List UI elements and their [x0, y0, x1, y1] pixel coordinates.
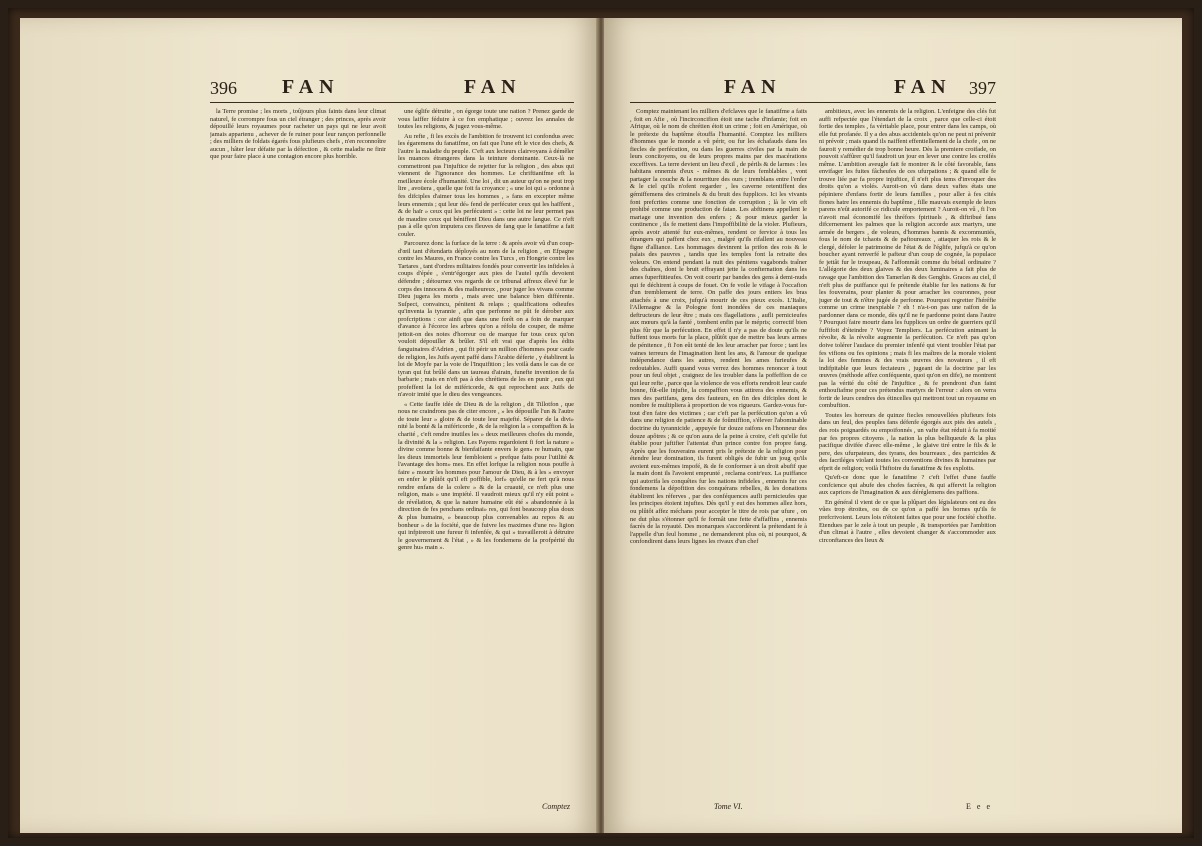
volume-mark: Tome VI. [714, 802, 743, 811]
text-column-2 [398, 108, 574, 793]
header-rule [630, 102, 996, 103]
paragraph: Parcourez donc la furface de la terre : & après avoir vû d'un coup-d'œil tant d'étendarts déployés au nom de la religion , en Efpagne contre les Maures, en France contre les Turcs , en Hongrie contre les Tartares , tant d'ordres militaires fondés pour convertir les infideles à coups d'épée , s'entr'égorger aux pies de l'autel qu'ils devoient défendre ; détournez vos regards de ce tribunal affreux élevé fur le corps des innocens & des malheureux , pour juger les vivans comme Dieu jugera les morts , mais avec une balance bien différente. Suſpect, convaincu, pénitent & relaps ; qualifications odieufes qu'inventa la tyrannie , afin que perfonne ne pût fe dérober aux profcriptions : cor ainfi que dans une forêt on a foin de marquer d'avance à l'écorce les arbres qu'on a réfolu de couper, de même jettoit-on des notes d'horreur ou de marque fur tous ceux qu'on vouloit dépouiller & brûler. S'il eft vrai que d'après les édits fanguinaires d'Adrien , qui fit périr un million d'hommes pour caufe de religion, les Juifs ayent paffé dans l'Arabie déferte , y établirent la loi de Moyfe par la voie de l'Inquifition ; les voilà dans le cas de ce tyran qui fut brûlé dans un taureau d'airain, funefte invention de fa barbarie ; mais en n'eft pas à des chrétiens de les en punir , eux qui profeffent la loi de miféricorde, & qui reprochent aux Juifs de n'avoir imité que le dieu des vengeances. [398, 240, 574, 399]
paragraph: la Terre promise ; les morts , toûjours plus faints dans leur climat naturel, fe corrompre fous un ciel étranger ; des princes, après avoir dépouillé leurs royaumes pour racheter un pays qui ne leur avoit jamais appartenu , achever de fe ruiner pour leur rançon perfonnelle ; des milliers de foldats égarés fous plufieurs chefs , n'en reconnoître aucun , hâter leur défaite par la défection , & cette maladie ne finir que pour faire place à une contagion encore plus horrible. [210, 108, 386, 161]
paragraph: « Cette fauffe idée de Dieu & de la religion , dit Tillotfon , que nous ne craindrons pas de citer encore , » les dépouille l'un & l'autre de toute leur » gloire & de toute leur majefté. Séparer de la divi» nité la bonté & la miféricorde , & de la religion la » compaffion & la charité , c'eft rendre inutiles les » deux meilleures chofes du monde, la divinité & la » religion. Les Payens regardoient fi fort la nature » divine comme bonne & bienfaifante envers le gen» re humain, que les dieux immortels leur fembloient » prefque faits pour l'utilité & l'avantage des hom» mes. En effet lorfque la religion nous pouffe à faire » mourir les hommes pour l'amour de Dieu, & à les » envoyer en enfer le plûtôt qu'il eft poffible, lorf» qu'elle ne fert qu'à nous rendre enfans de la colere » & de la cruauté, ce n'eft plus une religion, mais » une impiété. Il vaudroit mieux qu'il n'y eût point » de révélation, & que la nature humaine eût été » abandonnée à la direction de fes penchans ordinai» res, qui font beaucoup plus doux & plus humains, » beaucoup plus convenables au repos & au bonheur » de la fociété, que de fuivre les maximes d'une re» ligion qui infpireroit une fureur fi infenfée, & qui » travailleroit à détruire le gouvernement & l'état , » & les fondemens de la profpérité du genre hu» main ». [398, 400, 574, 552]
text-column-1 [630, 108, 807, 793]
header-rule [210, 102, 574, 103]
paragraph: En général il vient de ce que la plûpart des législateurs ont eu des vûes trop étroites, ou de ce qu'on a paffé les bornes qu'ils fe prefcrivoient. Leurs lois n'étoient faites que pour une fociété choifie. Etendues par le zele à tout un peuple , & transportées par l'ambition d'un climat à l'autre , elles devoient changer & s'accommoder aux circonftances des lieux & [819, 498, 996, 544]
running-head: FAN [282, 76, 340, 98]
paragraph: une églife détruite , on égorge toute une nation ? Prenez garde de vous laiffer féduire à ce fon emphatique ; ouvrez les annales de toutes les religions, & jugez vous-même. [398, 108, 574, 131]
running-head: FAN [724, 76, 782, 98]
paragraph: Qu'eft-ce donc que le fanatifme ? c'eft l'effet d'une fauffe confcience qui abufe des chofes facrées, & qui affervit la religion aux caprices de l'imagination & aux déréglemens des paffions. [819, 474, 996, 497]
text-column-1 [210, 108, 386, 793]
catchword: Comptez [542, 802, 570, 811]
running-head: FAN [464, 76, 522, 98]
page-number: 397 [969, 78, 996, 98]
paragraph: Comptez maintenant les milliers d'efclaves que le fanatifme a faits , foit en Afie , où l'incirconcifion étoit une tache d'infamie; foit en Afrique, où le nom de chrétien étoit un crime ; foit en Amérique, où le prétexte du baptême étouffa l'humanité. Comptez les milliers d'hommes que le monde a vû périr, ou fur les échafauds dans les fiecles de perfécution, ou dans les guerres civiles par la main de leurs concitoyens, ou de leurs propres mains par des macérations exceffives. La terre devient un lieu d'exil , de périls & de larmes : les habitans ennemis d'eux - mêmes & de leurs femblables , vont partager la couche & la nourriture des ours ; tremblans entre l'enfer & le ciel qu'ils n'ofent regarder , les caverne retentiffent des gémiffemens des criminels & du bruit des fupplices. Ici les vivants font prefcrites comme une fonction de corruption ; là le vin eft prohibé comme une production de fatan. Les abftinens appellent le mariage une invention des enfers ; & pour mieux garder la continence , ils fe mettent dans l'impoffibilité de la violer. Plufieurs, après avoir attenté fur eux-mêmes, rendent ce fervice à tous les étrangers qui paffent chez eux , malgré qu'ils rifallent au nouveau figne d'alliance. Les hommages devinrent la prifon des rois & le palais des pauvres , tandis que les temples font la retraite des voleurs. On entend pendant la nuit des pénitens vagabonds traîner des chaînes, dont le bruit effrayant jette la confternation dans les ames fuperftitieufes. On voit courir par bandes des gens à demi-nuds qui fe déchirent à coups de fouet. On fe voile le vifage à l'occafion d'un tremblement de terre. On paffe des jours entiers les bras attachés à une croix, jufqu'à mourir de ces pieux excès. L'Italie, l'Allemagne & la Pologne font inondées de ces maniaques deftructeurs de leur être ; mais ces flagellations , aufli pernicieufes aux mœurs qu'à la fanté , tombent enfin par le mépris; correctif bien plus fûr que la perfécution. En effet il n'y a pas de doute qu'ils ne fuffent tous morts fur la place, plûtôt que de mettre bas leurs armes de pénitence , fi l'on eût tenté de les leur arracher par force ; tant les vaines terreurs de l'imagination lient les ans, & l'amour de quelque indépendance dans les autres, rendent les ames furieufes & redoutables. Auffi quand vous verrez des hommes renoncer à tout pour un feul objet , craignez de les troubler dans la poffeffion de ce qui leur refte , parce que la violence de vos efforts rendroit leur caufe bonne, fût-elle injufte, la compaffion vous attirera des ennemis, & mes des partifans, gens des fauteurs, en fin des difciples dont le nombre fe multipliera à proportion de vos rigueurs. Gardez-vous fur-tout d'en faire des victimes ; car c'eft par la perfécution qu'on a vû dans une religion de patience & de foûmiffion, s'élever l'abominable doctrine du tyrannicide , appuyée fur douze raifons en l'honneur des douze apôtres ; & ce qu'on aura de la peine à croire, c'eft qu'elle fut établie pour juftifier l'attentat d'un prince contre fon propre fang. Après que les fouverains eurent pris le prétexte de la religion pour étendre leur domination, ils furent obligés de fubir un joug qu'ils avoient eux-mêmes impofé, & de fe conformer à un droit abufif que la main dont ils l'avoient emprunté , reclama contr'eux. La puiffance qui autorifa les conquêtes fur les nations infideles , ennemis fur ces fondemens la dépofition des conquérans rebelles, & les donations établirent les réferves , par des conféquences aufli pernicieufes que les principes étoient injuftes. Dès qu'il y eut des hommes allez hors, ou plûtôt affez méchans pour accepter le titre de rois par ufure , on ne dut plus s'étonner qu'il fe formât une fette d'affaffins , ennemis facrés de la royauté. Des monarques s'accordèrent la prétendant fe à l'appelle d'un feul homme , ne demanderent plus où, ni pourquoi, & confondirent dans leurs lignes les rivaux d'un chef [630, 108, 807, 546]
signature-mark: E e e [966, 802, 992, 811]
right-page [604, 18, 1182, 833]
book-spread [8, 8, 1194, 838]
paragraph: Toutes les horreurs de quinze fiecles renouvellées plufieurs fois dans un feul, des peuples fans défenfe égorgés aux piés des autels , des rois poignardés ou empoifonnés , un vafte état réduit à fa moitié par fes propres citoyens , la nation la plus belliqueufe & la plus pacifique divifée d'avec elle-même , le glaive tiré entre le fils & le pere, des ufurpateurs, des tyrans, des bourreaux , des parricides & des facriléges violant toutes les conventions divines & humaines par efprit de religion; voilà l'hiftoire du fanatifme & fes exploits. [819, 411, 996, 472]
text-columns [630, 108, 996, 793]
left-page [20, 18, 598, 833]
paragraph: Au refte , fi les excès de l'ambition fe trouvent ici confondus avec les égaremens du fanatifme, on fait que l'une eft le vice des chefs, & l'autre la maladie du peuple. C'eft aux lecteurs clairvoyans à démêler les nuances étrangeres dans la teinture dominante. Ceux-là ne commettront pas l'injuftice de rejetter fur la religion , des abus qui viennent de l'ignorance des hommes. Le chriftianifme eft la meilleure école d'humanité. Une loi , dit un auteur qu'on ne peut trop lire , avoüera , quelle que foit fa croyance ; « une loi qui » ordonne à fes difciples d'aimer tous les hommes , » fans en excepter même leurs ennemis ; qui leur dé» fend de perfécuter ceux qui les haïffent , & de haïr » ceux qui les perfécutent » : cette loi ne leur permet pas de maudire ceux qui béniffent Dieu dans une autre langue. Ce n'eft pas à elle qu'on imputera ces fleuves de fang que le fanatifme a fait couler. [398, 132, 574, 238]
text-column-2 [819, 108, 996, 793]
paragraph: ambitieux, avec les ennemis de la religion. L'enfeigne des clés fut auffi refpectée que l'étendart de la croix , parce que celle-ci étoit fortie des temples , fa véritable place, pour entrer dans les camps, où elle fut profanée. Il y a des abus accidentels qu'on ne peut ni prévenir ni prévoir ; mais quand ils naiffent effentiellement de la chofe , on ne fauroit y remédier de trop bonne heure. Dès la premiere croifade, on pouvoit s'affûrer qu'il faudroit un jour en lever une contre les croifés même. L'ambition aveugle fait fe montrer & le côté favorable, fans envifager les fuites fâcheufes de ces ufurpations ; & quand elle fe trouve liée par fa propre injuftice, il n'eft plus tems d'invoquer des droits qu'on a violés. Auroit-on vû dans deux vaftes états une pépiniere d'enfans fortir de leurs familles , pour aller à fes cités fiones hatre les ennemis du baptême , fille mauvais exemple de leurs parens n'eût autorifé ce ridicule emportement ? Auroit-on vû , fi l'on n'avoit mal économifé les thréfors fpirituels , & diftribué fans difcernement les palmes que la religion accorde aux martyrs, une armée de bergers , de voleurs, d'hommes bannis & excommuniés, fous le nom de tchaots & de paftoureaux , attaquer les rois & le clergé, défoler le patrimoine de l'état & de l'églife, jufqu'à ce qu'on boucher ayant renverfé le pafteur d'un coup de cognée, la populace fe jettât fur le troupeau, & l'affommât comme du bétail ordinaire ? L'allégorie des deux glaives & des deux luminaires a fait plus de ravage que l'ambition des Tamerlan & des Genghis. Graces au ciel, il n'eft plus de puiffance qui fe prétende établie fur les nations & fur les fouverains, pour planter & pour arracher les couronnes, pour juger de tout & n'être jugée de perfonne. Pourquoi regretter l'héréfie comme un crime inexpiable ? eh ! n'a-t-on pas une raifon de la pardonner dans ce monde, dès qu'il ne fe pardonne point dans l'autre ? Pourquoi faire mourir dans les fupplices un ordre de guerriers qu'il fuffifoit d'éteindre ? Voyez Templiers. La perfécution animant la révolte, & la révolte augmente la perfécution. Ce n'eft pas qu'on doive tolérer l'audace du premier infenfé qui vient troubler l'état par fes vifions ou fes opinions ; mais fi les maîtres de la morale violent la loi des femmes & des vrais œuvres des novateurs , il eft indifpitable que leurs fectateurs , jugeant de la doctrine par les œuvres (méthode affez conféquente, quoi qu'on en dife), ne montrent pas la vérité du côté de l'injuftice , & fe prendront d'un faint enthoufiafme pour ces prétendus martyrs de l'erreur : alors on verra fortir de leurs cendres des étincelles qui mettront tout un royaume en combuftion. [819, 108, 996, 410]
page-number: 396 [210, 78, 237, 98]
running-head: FAN [894, 76, 952, 98]
text-columns [210, 108, 574, 793]
